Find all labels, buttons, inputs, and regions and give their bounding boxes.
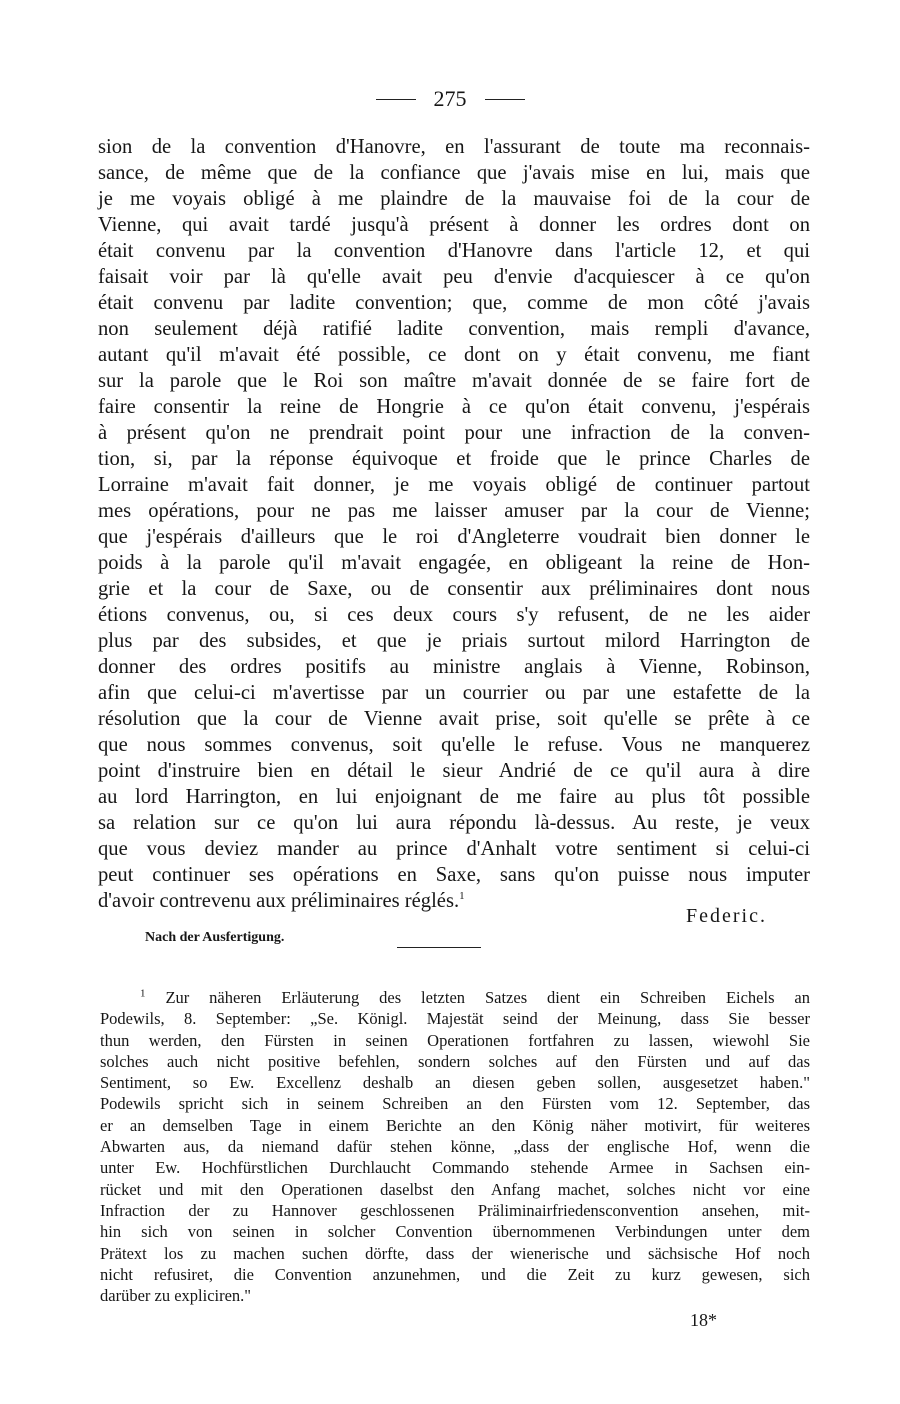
footnote-line-text: Zur näheren Erläuterung des letzten Satzes dient ein Schreiben Eichels an (165, 988, 811, 1007)
letter-line-text: d'avoir contrevenu aux préliminaires réglés. (98, 890, 460, 912)
letter-line: sance, de même que de la confiance que j'avais mise en lui, mais que (98, 162, 810, 184)
signature: Federic. (686, 905, 767, 927)
letter-line: tion, si, par la réponse équivoque et froide que le prince Charles de (98, 448, 810, 470)
letter-line: Vienne, qui avait tardé jusqu'à présent à donner les ordres dont on (98, 214, 810, 236)
letter-line: que nous sommes convenus, soit qu'elle le refuse. Vous ne manquerez (98, 734, 810, 756)
footnote-line: Infraction der zu Hannover geschlossenen Präliminairfriedensconvention ansehen, mit- (100, 1200, 810, 1220)
footnote-line: hin sich von seinen in solcher Convention übernommenen Verbindungen unter dem (100, 1222, 810, 1242)
letter-line: donner des ordres positifs au ministre anglais à Vienne, Robinson, (98, 656, 810, 678)
footnote-line: unter Ew. Hochfürstlichen Durchlaucht Commando stehende Armee in Sachsen ein- (100, 1158, 810, 1178)
letter-line: était convenu par la convention d'Hanovre dans l'article 12, et qui (98, 240, 810, 262)
footnote-line: rücket und mit den Operationen daselbst den Anfang machet, solches nicht vor eine (100, 1179, 810, 1199)
letter-line: Lorraine m'avait fait donner, je me voyais obligé de continuer partout (98, 474, 810, 496)
letter-line: faisait voir par là qu'elle avait peu d'envie d'acquiescer à ce qu'on (98, 266, 810, 288)
letter-line: poids à la parole qu'il m'avait engagée, en obligeant la reine de Hon- (98, 552, 810, 574)
footnote-reference[interactable]: 1 (459, 890, 465, 903)
footnote-line: Abwarten aus, da niemand dafür stehen könne, „dass der englische Hof, wenn die (100, 1137, 810, 1157)
page-number: 275 (433, 86, 467, 111)
source-note: Nach der Ausfertigung. (145, 930, 285, 945)
letter-line: au lord Harrington, en lui enjoignant de me faire au plus tôt possible (98, 786, 810, 808)
letter-line: autant qu'il m'avait été possible, ce dont on y était convenu, me fiant (98, 344, 810, 366)
letter-line: était convenu par ladite convention; que, comme de mon côté j'avais (98, 292, 810, 314)
letter-line: mes opérations, pour ne pas me laisser amuser par la cour de Vienne; (98, 500, 810, 522)
header-rule-left (376, 99, 416, 100)
footnote-line: Sentiment, so Ew. Excellenz deshalb an diesen geben sollen, ausgesetzet haben." (100, 1073, 810, 1093)
letter-line: sion de la convention d'Hanovre, en l'assurant de toute ma reconnais- (98, 136, 810, 158)
footnote-line: thun werden, den Fürsten in seinen Operationen fortfahren zu lassen, wiewohl Sie (100, 1030, 810, 1050)
letter-line: sa relation sur ce qu'on lui aura répondu là-dessus. Au reste, je veux (98, 812, 810, 834)
footnote-line: solches auch nicht positive befehlen, sondern solches auf den Fürsten und auf das (100, 1051, 810, 1071)
letter-line: que j'espérais d'ailleurs que le roi d'Angleterre voudrait bien donner le (98, 526, 810, 548)
footnote-line: er an demselben Tage in einem Berichte an den König näher motivirt, für weiteres (100, 1115, 810, 1135)
letter-line: résolution que la cour de Vienne avait prise, soit qu'elle se prête à ce (98, 708, 810, 730)
letter-line: peut continuer ses opérations en Saxe, sans qu'on puisse nous imputer (98, 864, 810, 886)
letter-line: sur la parole que le Roi son maître m'avait donnée de se faire fort de (98, 370, 810, 392)
letter-line: point d'instruire bien en détail le sieur Andrié de ce qu'il aura à dire (98, 760, 810, 782)
letter-line: afin que celui-ci m'avertisse par un courrier ou par une estafette de la (98, 682, 810, 704)
letter-body (98, 134, 810, 914)
footnote (100, 987, 810, 1306)
sheet-signature-mark: 18* (690, 1310, 717, 1330)
letter-line: que vous deviez mander au prince d'Anhalt votre sentiment si celui-ci (98, 838, 810, 860)
letter-line: je me voyais obligé à me plaindre de la mauvaise foi de la cour de (98, 188, 810, 210)
page-header (0, 86, 900, 112)
letter-line: plus par des subsides, et que je priais surtout milord Harrington de (98, 630, 810, 652)
footnote-marker: 1 (140, 987, 146, 1000)
letter-line: étions convenus, ou, si ces deux cours s'y refusent, de ne les aider (98, 604, 810, 626)
footnote-line: Podewils spricht sich in seinem Schreiben an den Fürsten vom 12. September, das (100, 1094, 810, 1114)
footnote-line (100, 987, 810, 1008)
letter-line: grie et la cour de Saxe, ou de consentir aux préliminaires dont nous (98, 578, 810, 600)
letter-line: à présent qu'on ne prendrait point pour une infraction de la conven- (98, 422, 810, 444)
letter-line: non seulement déjà ratifié ladite convention, mais rempli d'avance, (98, 318, 810, 340)
footnote-line: darüber zu expliciren." (100, 1286, 252, 1306)
footnote-line: nicht refusiret, die Convention anzunehmen, und die Zeit zu kurz gewesen, sich (100, 1264, 810, 1284)
footnote-line: Prätext los zu machen suchen dörfte, dass der wienerische und sächsische Hof noch (100, 1243, 810, 1263)
header-rule-right (485, 99, 525, 100)
letter-line: faire consentir la reine de Hongrie à ce qu'on était convenu, j'espérais (98, 396, 810, 418)
footnote-line: Podewils, 8. September: „Se. Königl. Majestät seind der Meinung, dass Sie besser (100, 1009, 810, 1029)
footnote-separator (397, 947, 481, 948)
